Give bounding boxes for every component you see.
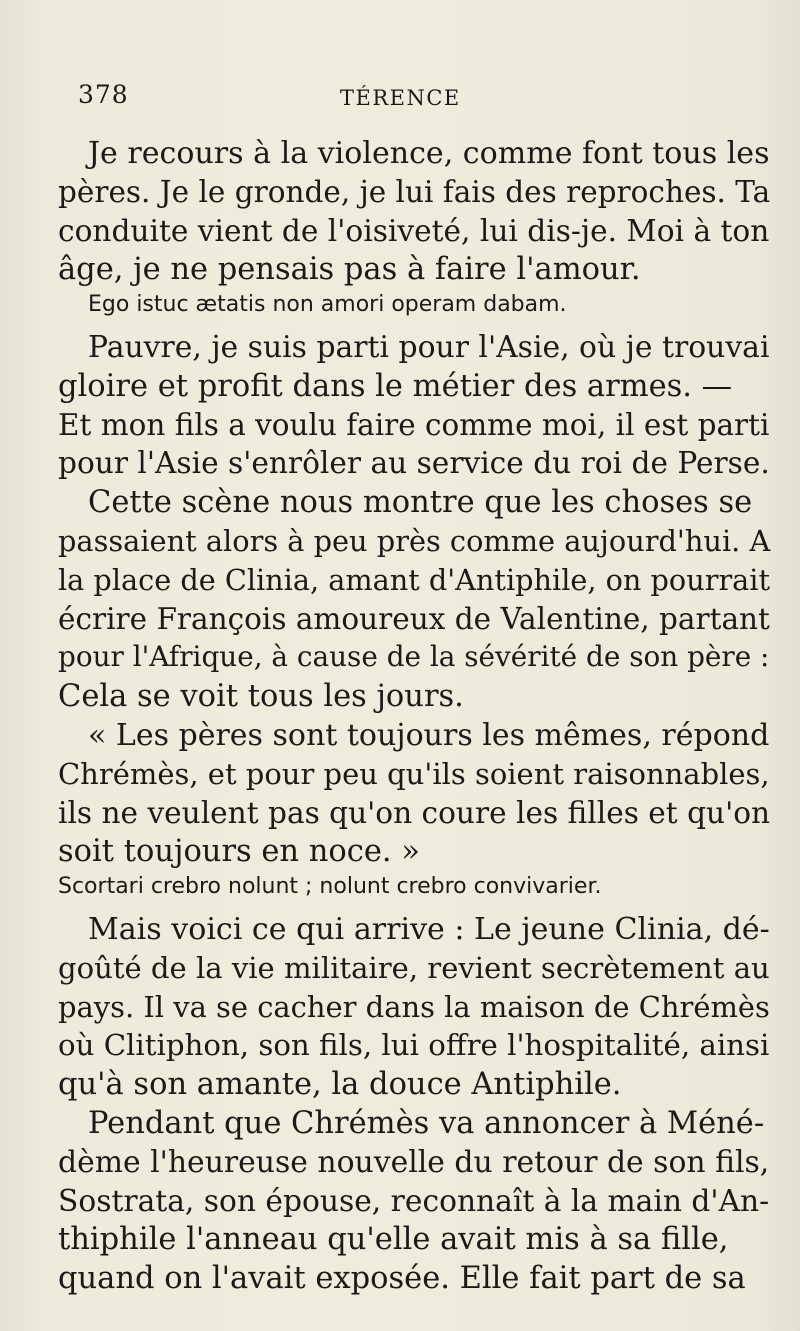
running-head: TÉRENCE: [340, 86, 461, 110]
text-line: pour l'Afrique, à cause de la sévérité de son père :: [58, 640, 770, 674]
text-line: gloire et profit dans le métier des armes. —: [58, 368, 733, 404]
text-line: ils ne veulent pas qu'on coure les filles et qu'on: [58, 795, 771, 830]
text-line: quand on l'avait exposée. Elle fait part de sa: [58, 1261, 746, 1297]
text-line: passaient alors à peu près comme aujourd'hui. A: [58, 524, 771, 558]
text-line: « Les pères sont toujours les mêmes, répond: [88, 718, 770, 753]
text-line: Pauvre, je suis parti pour l'Asie, où je trouvai: [88, 330, 770, 365]
text-line: Chrémès, et pour peu qu'ils soient raisonnables,: [58, 756, 770, 791]
text-line: Je recours à la violence, comme font tous les: [88, 136, 770, 171]
text-line: âge, je ne pensais pas à faire l'amour.: [58, 252, 641, 288]
text-line: pour l'Asie s'enrôler au service du roi de Perse.: [58, 446, 770, 481]
text-line: Cette scène nous montre que les choses se: [88, 485, 753, 521]
text-line: soit toujours en noce. »: [58, 834, 420, 870]
text-line: goûté de la vie militaire, revient secrètement au: [58, 950, 770, 985]
text-line: Et mon fils a voulu faire comme moi, il est parti: [58, 407, 770, 442]
text-line: où Clitiphon, son fils, lui offre l'hospitalité, ainsi: [58, 1028, 770, 1063]
text-line: qu'à son amante, la douce Antiphile.: [58, 1067, 622, 1103]
text-line: pays. Il va se cacher dans la maison de Chrémès: [58, 989, 770, 1024]
text-line: dème l'heureuse nouvelle du retour de son fils,: [58, 1144, 770, 1180]
text-line: pères. Je le gronde, je lui fais des reproches. Ta: [58, 174, 771, 209]
latin-quote: Scortari crebro nolunt ; nolunt crebro convivarier.: [58, 874, 602, 900]
text-line: Mais voici ce qui arrive : Le jeune Clinia, dé-: [88, 912, 770, 947]
text-line: écrire François amoureux de Valentine, partant: [58, 601, 770, 636]
text-line: conduite vient de l'oisiveté, lui dis-je. Moi à ton: [58, 213, 770, 248]
page-number: 378: [78, 80, 129, 109]
text-line: thiphile l'anneau qu'elle avait mis à sa fille,: [58, 1222, 729, 1258]
text-line: Pendant que Chrémès va annoncer à Méné-: [88, 1106, 765, 1141]
text-line: Cela se voit tous les jours.: [58, 679, 464, 715]
text-line: la place de Clinia, amant d'Antiphile, on pourrait: [58, 562, 771, 597]
latin-quote: Ego istuc ætatis non amori operam dabam.: [88, 292, 567, 318]
text-line: Sostrata, son épouse, reconnaît à la main d'An-: [58, 1183, 770, 1219]
